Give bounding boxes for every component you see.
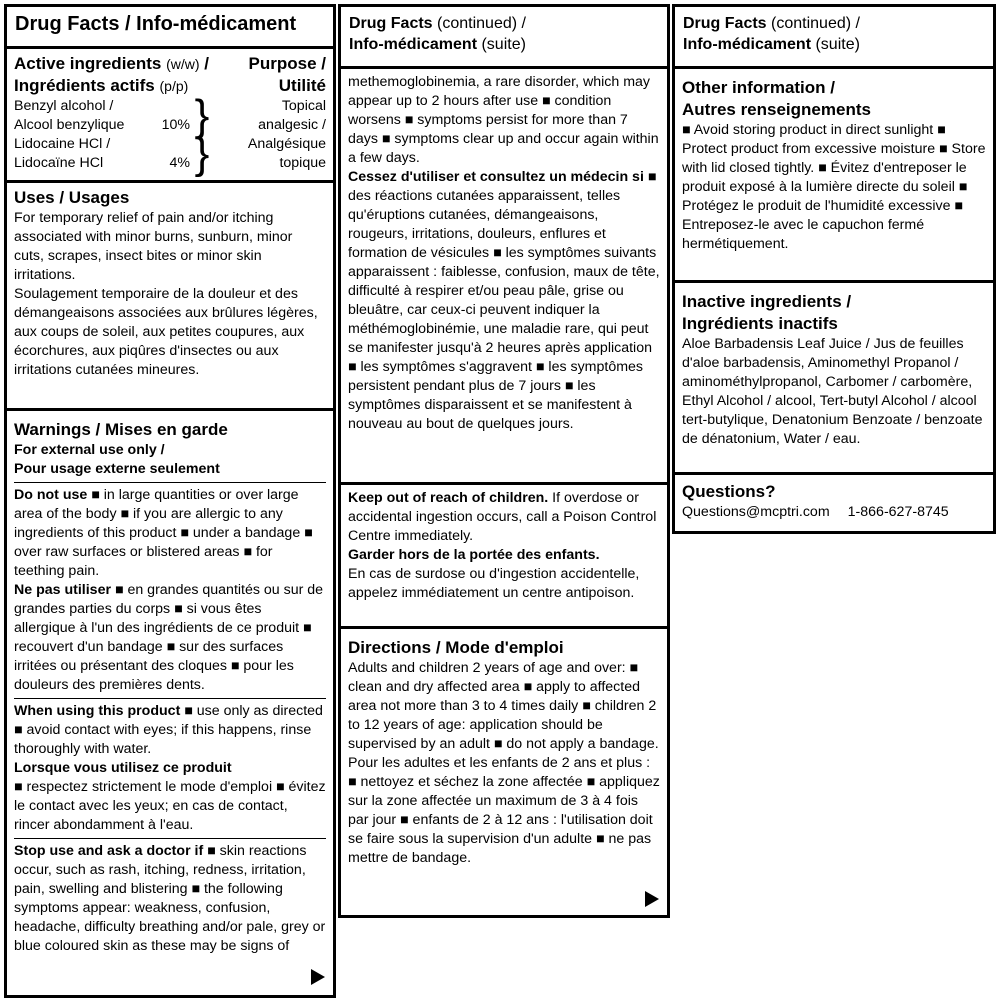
continue-arrow-icon [311,969,325,985]
purpose-line: Analgésique [247,136,326,152]
active-heading-en: Active ingredients [14,54,162,73]
lorsque-text: ■ respectez strictement le mode d'emploi ■ évitez le contact avec les yeux; en cas de contact, rincer abondamment à l'eau. [14,779,326,833]
do-not-use-label: Do not use [14,487,88,503]
other-info-text: ■ Avoid storing product in direct sunlight ■ Protect product from excessive moisture ■ Store with lid closed tightly. ■ Évitez d'entreposer le produit exposé à la lumière directe du soleil ■ Protégez le produit de l'humidité excessive ■ Entreposez-le avec le capuchon fermé hermétiquement. [682,122,986,252]
when-using-label: When using this product [14,703,181,719]
panel-1-title: Drug Facts / Info-médicament [15,13,297,35]
brace-icon: } [194,91,210,140]
lorsque-label: Lorsque vous utilisez ce produit [14,760,232,776]
keep-out-label: Keep out of reach of children. [348,490,549,506]
ne-pas-utiliser-text: ■ en grandes quantités ou sur de grandes parties du corps ■ si vous êtes allergique à l'un des ingrédients de ce produit ■ recouvert d'un bandage ■ sur des surfaces irritées ou présentant des cloques ■ pour les douleurs des premières dents. [14,582,324,693]
active-heading-fr-note: (p/p) [159,78,189,94]
panel-3-title2-bold: Info-médicament [683,36,812,53]
uses-heading: Uses / Usages [14,188,130,207]
directions-text-en: Adults and children 2 years of age and over: ■ clean and dry affected area ■ apply to affected area not more than 3 to 4 times daily ■ children 2 to 12 years of age: application should be supervised by an adult ■ do not apply a bandage. [348,660,659,752]
keep-out-text: If overdose or accidental ingestion occurs, call a Poison Control Centre immediately. [348,490,657,544]
when-using-text: ■ use only as directed ■ avoid contact with eyes; if this happens, rinse thoroughly with water. [14,703,323,757]
garder-label: Garder hors de la portée des enfants. [348,547,600,563]
warnings-heading: Warnings / Mises en garde [14,420,228,439]
panel-1-header [7,7,333,49]
active-heading-fr: Ingrédients actifs [14,76,155,95]
panel-2-header [341,7,667,69]
do-not-use-text: ■ in large quantities or over large area of the body ■ if you are allergic to any ingredients of this product ■ under a bandage ■ over raw surfaces or blistered areas ■ for teething pain. [14,487,313,579]
active-ingredients-section [7,49,333,183]
uses-text-en: For temporary relief of pain and/or itching associated with minor burns, sunburn, minor cuts, scrapes, insect bites or minor skin irritations. [14,210,293,283]
other-information-section [675,69,993,283]
stop-use-label: Stop use and ask a doctor if [14,843,204,859]
panel-2-title2-rest: (suite) [477,36,526,53]
purpose-line: Topical [281,98,326,114]
purpose-heading-en: Purpose / [248,54,326,73]
ingredient-name: Lidocaine HCl / [14,136,111,152]
ne-pas-utiliser-label: Ne pas utiliser [14,582,111,598]
uses-section [7,183,333,411]
brace-icon: } [194,129,210,178]
active-heading-slash: / [199,54,209,73]
directions-section [341,629,667,913]
inactive-heading-fr: Ingrédients inactifs [682,314,838,333]
questions-heading: Questions? [682,482,776,501]
panel-3-title-bold: Drug Facts [683,15,767,32]
other-info-heading-en: Other information / [682,78,835,97]
purpose-line: topique [279,155,326,171]
active-heading-en-note: (w/w) [166,56,200,72]
warnings-continued-text: methemoglobinemia, a rare disorder, which may appear up to 2 hours after use ■ condition worsens ■ symptoms persist for more than 7 days ■ symptoms clear up and occur again within a few days. [348,74,659,166]
drug-facts-panel-3 [672,4,996,534]
questions-section [675,475,993,531]
drug-facts-panel-1 [4,4,336,998]
panel-2-title-rest: (continued) / [432,15,526,32]
purpose-heading-fr: Utilité [278,76,326,95]
questions-email-link[interactable]: Questions@mcptri.com [682,504,830,520]
keep-out-section [341,485,667,629]
questions-phone[interactable]: 1-866-627-8745 [847,504,949,520]
ingredient-pct: 4% [169,155,190,171]
cessez-label: Cessez d'utiliser et consultez un médecin si [348,169,644,185]
ingredient-name: Lidocaïne HCl [14,155,104,171]
ingredient-pct [154,135,190,154]
panel-3-title-rest: (continued) / [766,15,860,32]
warnings-continued-section [341,69,667,485]
drug-facts-panel-2 [338,4,670,918]
ingredient-pct: 10% [161,117,190,133]
garder-text: En cas de surdose ou d'ingestion accidentelle, appelez immédiatement un centre antipoison. [348,566,640,601]
external-use-fr: Pour usage externe seulement [14,461,220,477]
directions-heading: Directions / Mode d'emploi [348,638,564,657]
directions-text-fr: Pour les adultes et les enfants de 2 ans et plus : ■ nettoyez et séchez la zone affectée ■ appliquez sur la zone affectée un maximum de 3 à 4 fois par jour ■ enfants de 2 à 12 ans : l'utilisation doit se faire sous la supervision d'un adulte ■ ne pas mettre de bandage. [348,755,660,866]
panel-2-title-bold: Drug Facts [349,15,433,32]
panel-3-title2-rest: (suite) [811,36,860,53]
panel-2-title2-bold: Info-médicament [349,36,478,53]
stop-use-text: ■ skin reactions occur, such as rash, itching, redness, irritation, pain, swelling and blistering ■ the following symptoms appear: weakness, confusion, headache, difficulty breathing and/or pale, grey or blue coloured skin as these may be signs of [14,843,326,954]
panel-3-header [675,7,993,69]
external-use-en: For external use only / [14,442,165,458]
inactive-text: Aloe Barbadensis Leaf Juice / Jus de feuilles d'aloe barbadensis, Aminomethyl Propanol / aminométhylpropanol, Carbomer / carbomère, Ethyl Alcohol / alcool, Tert-butyl Alcohol / alcool tert-butylique, Denatonium Benzoate / benzoate de dénatonium, Water / eau. [682,336,983,447]
ingredient-pct [154,97,190,116]
continue-arrow-icon [645,891,659,907]
inactive-heading-en: Inactive ingredients / [682,292,852,311]
other-info-heading-fr: Autres renseignements [682,100,871,119]
cessez-text: ■ des réactions cutanées apparaissent, telles qu'éruptions cutanées, démangeaisons, rougeurs, irritations, douleurs, enflures et formation de vésicules ■ les symptômes suivants apparaissent : faiblesse, confusion, maux de tête, difficulté à respirer et/ou peau pâle, grise ou bleuâtre, car ceux-ci peuvent indiquer la méthémoglobinémie, une maladie rare, qui peut se manifester jusqu'à 2 heures après application ■ les symptômes s'aggravent ■ les symptômes persistent pendant plus de 7 jours ■ les symptômes disparaissent et se manifestent à nouveau au bout de quelques jours. [348,169,660,432]
uses-text-fr: Soulagement temporaire de la douleur et des démangeaisons associées aux brûlures légères, aux coups de soleil, aux petites coupures, aux écorchures, aux piqûres d'insectes ou aux irritations cutanées mineures. [14,286,318,378]
inactive-ingredients-section [675,283,993,475]
ingredient-name: Alcool benzylique [14,117,125,133]
ingredient-name: Benzyl alcohol / [14,98,114,114]
purpose-line: analgesic / [258,117,326,133]
warnings-section [7,411,333,991]
